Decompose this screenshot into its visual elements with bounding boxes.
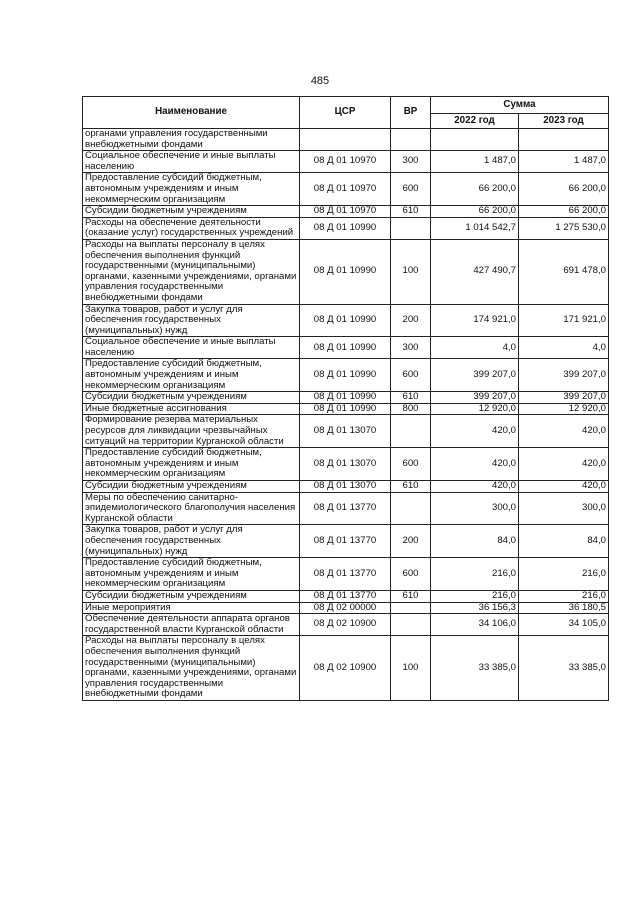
cell-csr: 08 Д 01 13070 — [300, 481, 391, 493]
header-sum: Сумма — [431, 97, 609, 114]
cell-sum-2023: 12 920,0 — [519, 403, 609, 415]
cell-sum-2022: 1 014 542,7 — [431, 217, 519, 239]
cell-sum-2023: 66 200,0 — [519, 206, 609, 218]
cell-sum-2022: 33 385,0 — [431, 636, 519, 701]
cell-csr: 08 Д 01 13770 — [300, 558, 391, 591]
cell-sum-2022: 34 106,0 — [431, 614, 519, 636]
cell-csr: 08 Д 01 10970 — [300, 206, 391, 218]
cell-sum-2022: 427 490,7 — [431, 239, 519, 304]
cell-vr — [391, 129, 431, 151]
table-row — [83, 304, 609, 337]
cell-name: Субсидии бюджетным учреждениям — [83, 392, 300, 404]
table-row — [83, 206, 609, 218]
header-name: Наименование — [83, 97, 300, 129]
cell-csr: 08 Д 01 10990 — [300, 217, 391, 239]
cell-name: Предоставление субсидий бюджетным, автономным учреждениям и иным некоммерческим организациям — [83, 448, 300, 481]
cell-sum-2022: 399 207,0 — [431, 392, 519, 404]
header-2023: 2023 год — [519, 114, 609, 129]
table-row — [83, 217, 609, 239]
table-row — [83, 403, 609, 415]
table-row — [83, 359, 609, 392]
table-row — [83, 151, 609, 173]
cell-name: Меры по обеспечению санитарно-эпидемиологического благополучия населения Курганской области — [83, 492, 300, 525]
cell-name: Социальное обеспечение и иные выплаты населению — [83, 337, 300, 359]
cell-csr: 08 Д 01 13770 — [300, 590, 391, 602]
cell-sum-2022: 12 920,0 — [431, 403, 519, 415]
cell-csr: 08 Д 02 10900 — [300, 614, 391, 636]
cell-csr: 08 Д 01 13770 — [300, 492, 391, 525]
cell-vr: 610 — [391, 206, 431, 218]
cell-sum-2023: 420,0 — [519, 415, 609, 448]
cell-sum-2023: 216,0 — [519, 590, 609, 602]
cell-name: Предоставление субсидий бюджетным, автономным учреждениям и иным некоммерческим организациям — [83, 173, 300, 206]
cell-sum-2023: 34 105,0 — [519, 614, 609, 636]
cell-vr: 600 — [391, 558, 431, 591]
cell-sum-2023: 4,0 — [519, 337, 609, 359]
cell-sum-2022 — [431, 129, 519, 151]
cell-vr: 600 — [391, 448, 431, 481]
cell-sum-2022: 300,0 — [431, 492, 519, 525]
cell-csr: 08 Д 01 13770 — [300, 525, 391, 558]
table-row — [83, 448, 609, 481]
cell-csr: 08 Д 01 10990 — [300, 304, 391, 337]
cell-name: Иные мероприятия — [83, 602, 300, 614]
budget-table — [82, 96, 609, 701]
cell-csr: 08 Д 01 13070 — [300, 415, 391, 448]
table-row — [83, 636, 609, 701]
table-row — [83, 129, 609, 151]
cell-sum-2023: 399 207,0 — [519, 359, 609, 392]
cell-name: Закупка товаров, работ и услуг для обеспечения государственных (муниципальных) нужд — [83, 304, 300, 337]
cell-vr: 100 — [391, 239, 431, 304]
cell-vr — [391, 614, 431, 636]
cell-vr: 200 — [391, 525, 431, 558]
cell-name: Формирование резерва материальных ресурсов для ликвидации чрезвычайных ситуаций на территории Курганской области — [83, 415, 300, 448]
cell-sum-2022: 4,0 — [431, 337, 519, 359]
cell-sum-2023: 1 487,0 — [519, 151, 609, 173]
cell-name: органами управления государственными внебюджетными фондами — [83, 129, 300, 151]
cell-sum-2023: 691 478,0 — [519, 239, 609, 304]
header-vr: ВР — [391, 97, 431, 129]
cell-sum-2023: 36 180,5 — [519, 602, 609, 614]
cell-csr — [300, 129, 391, 151]
cell-vr: 610 — [391, 392, 431, 404]
table-row — [83, 239, 609, 304]
cell-csr: 08 Д 02 10900 — [300, 636, 391, 701]
cell-vr: 100 — [391, 636, 431, 701]
cell-csr: 08 Д 01 10990 — [300, 392, 391, 404]
cell-csr: 08 Д 01 10990 — [300, 337, 391, 359]
cell-name: Предоставление субсидий бюджетным, автономным учреждениям и иным некоммерческим организациям — [83, 359, 300, 392]
table-row — [83, 173, 609, 206]
table-row — [83, 415, 609, 448]
cell-vr — [391, 415, 431, 448]
cell-sum-2023: 420,0 — [519, 481, 609, 493]
cell-csr: 08 Д 01 13070 — [300, 448, 391, 481]
cell-sum-2022: 399 207,0 — [431, 359, 519, 392]
cell-sum-2022: 420,0 — [431, 448, 519, 481]
cell-csr: 08 Д 01 10970 — [300, 151, 391, 173]
cell-sum-2022: 420,0 — [431, 481, 519, 493]
table-row — [83, 525, 609, 558]
cell-vr — [391, 492, 431, 525]
table-row — [83, 392, 609, 404]
header-csr: ЦСР — [300, 97, 391, 129]
cell-name: Расходы на обеспечение деятельности (оказание услуг) государственных учреждений — [83, 217, 300, 239]
cell-sum-2022: 66 200,0 — [431, 206, 519, 218]
cell-sum-2023: 66 200,0 — [519, 173, 609, 206]
cell-csr: 08 Д 01 10990 — [300, 403, 391, 415]
cell-name: Субсидии бюджетным учреждениям — [83, 590, 300, 602]
cell-vr: 600 — [391, 173, 431, 206]
cell-vr: 610 — [391, 481, 431, 493]
cell-sum-2022: 84,0 — [431, 525, 519, 558]
cell-sum-2022: 36 156,3 — [431, 602, 519, 614]
cell-sum-2023: 171 921,0 — [519, 304, 609, 337]
cell-sum-2023: 300,0 — [519, 492, 609, 525]
cell-vr: 600 — [391, 359, 431, 392]
cell-name: Социальное обеспечение и иные выплаты населению — [83, 151, 300, 173]
cell-name: Предоставление субсидий бюджетным, автономным учреждениям и иным некоммерческим организациям — [83, 558, 300, 591]
cell-sum-2023: 216,0 — [519, 558, 609, 591]
header-2022: 2022 год — [431, 114, 519, 129]
cell-name: Обеспечение деятельности аппарата органов государственной власти Курганской области — [83, 614, 300, 636]
cell-name: Расходы на выплаты персоналу в целях обеспечения выполнения функций государственными (муниципальными) органами, казенными учреждениями, органами управления государственными внебюджетными фондами — [83, 239, 300, 304]
cell-name: Расходы на выплаты персоналу в целях обеспечения выполнения функций государственными (муниципальными) органами, казенными учреждениями, органами управления государственными внебюджетными фондами — [83, 636, 300, 701]
cell-name: Иные бюджетные ассигнования — [83, 403, 300, 415]
cell-vr — [391, 602, 431, 614]
cell-vr: 200 — [391, 304, 431, 337]
cell-vr: 300 — [391, 151, 431, 173]
cell-sum-2022: 174 921,0 — [431, 304, 519, 337]
cell-vr: 800 — [391, 403, 431, 415]
cell-sum-2023: 1 275 530,0 — [519, 217, 609, 239]
cell-sum-2023: 399 207,0 — [519, 392, 609, 404]
cell-sum-2022: 1 487,0 — [431, 151, 519, 173]
cell-csr: 08 Д 01 10990 — [300, 239, 391, 304]
cell-name: Субсидии бюджетным учреждениям — [83, 206, 300, 218]
table-row — [83, 481, 609, 493]
table-row — [83, 614, 609, 636]
cell-sum-2023: 420,0 — [519, 448, 609, 481]
cell-csr: 08 Д 01 10970 — [300, 173, 391, 206]
cell-vr: 300 — [391, 337, 431, 359]
cell-name: Субсидии бюджетным учреждениям — [83, 481, 300, 493]
cell-vr: 610 — [391, 590, 431, 602]
cell-sum-2023 — [519, 129, 609, 151]
cell-sum-2022: 216,0 — [431, 558, 519, 591]
cell-sum-2022: 420,0 — [431, 415, 519, 448]
cell-csr: 08 Д 01 10990 — [300, 359, 391, 392]
table-row — [83, 337, 609, 359]
cell-sum-2023: 33 385,0 — [519, 636, 609, 701]
table-row — [83, 558, 609, 591]
table-row — [83, 602, 609, 614]
cell-csr: 08 Д 02 00000 — [300, 602, 391, 614]
cell-name: Закупка товаров, работ и услуг для обеспечения государственных (муниципальных) нужд — [83, 525, 300, 558]
cell-sum-2023: 84,0 — [519, 525, 609, 558]
table-row — [83, 492, 609, 525]
cell-sum-2022: 216,0 — [431, 590, 519, 602]
table-row — [83, 590, 609, 602]
page-number: 485 — [310, 75, 330, 87]
cell-vr — [391, 217, 431, 239]
cell-sum-2022: 66 200,0 — [431, 173, 519, 206]
